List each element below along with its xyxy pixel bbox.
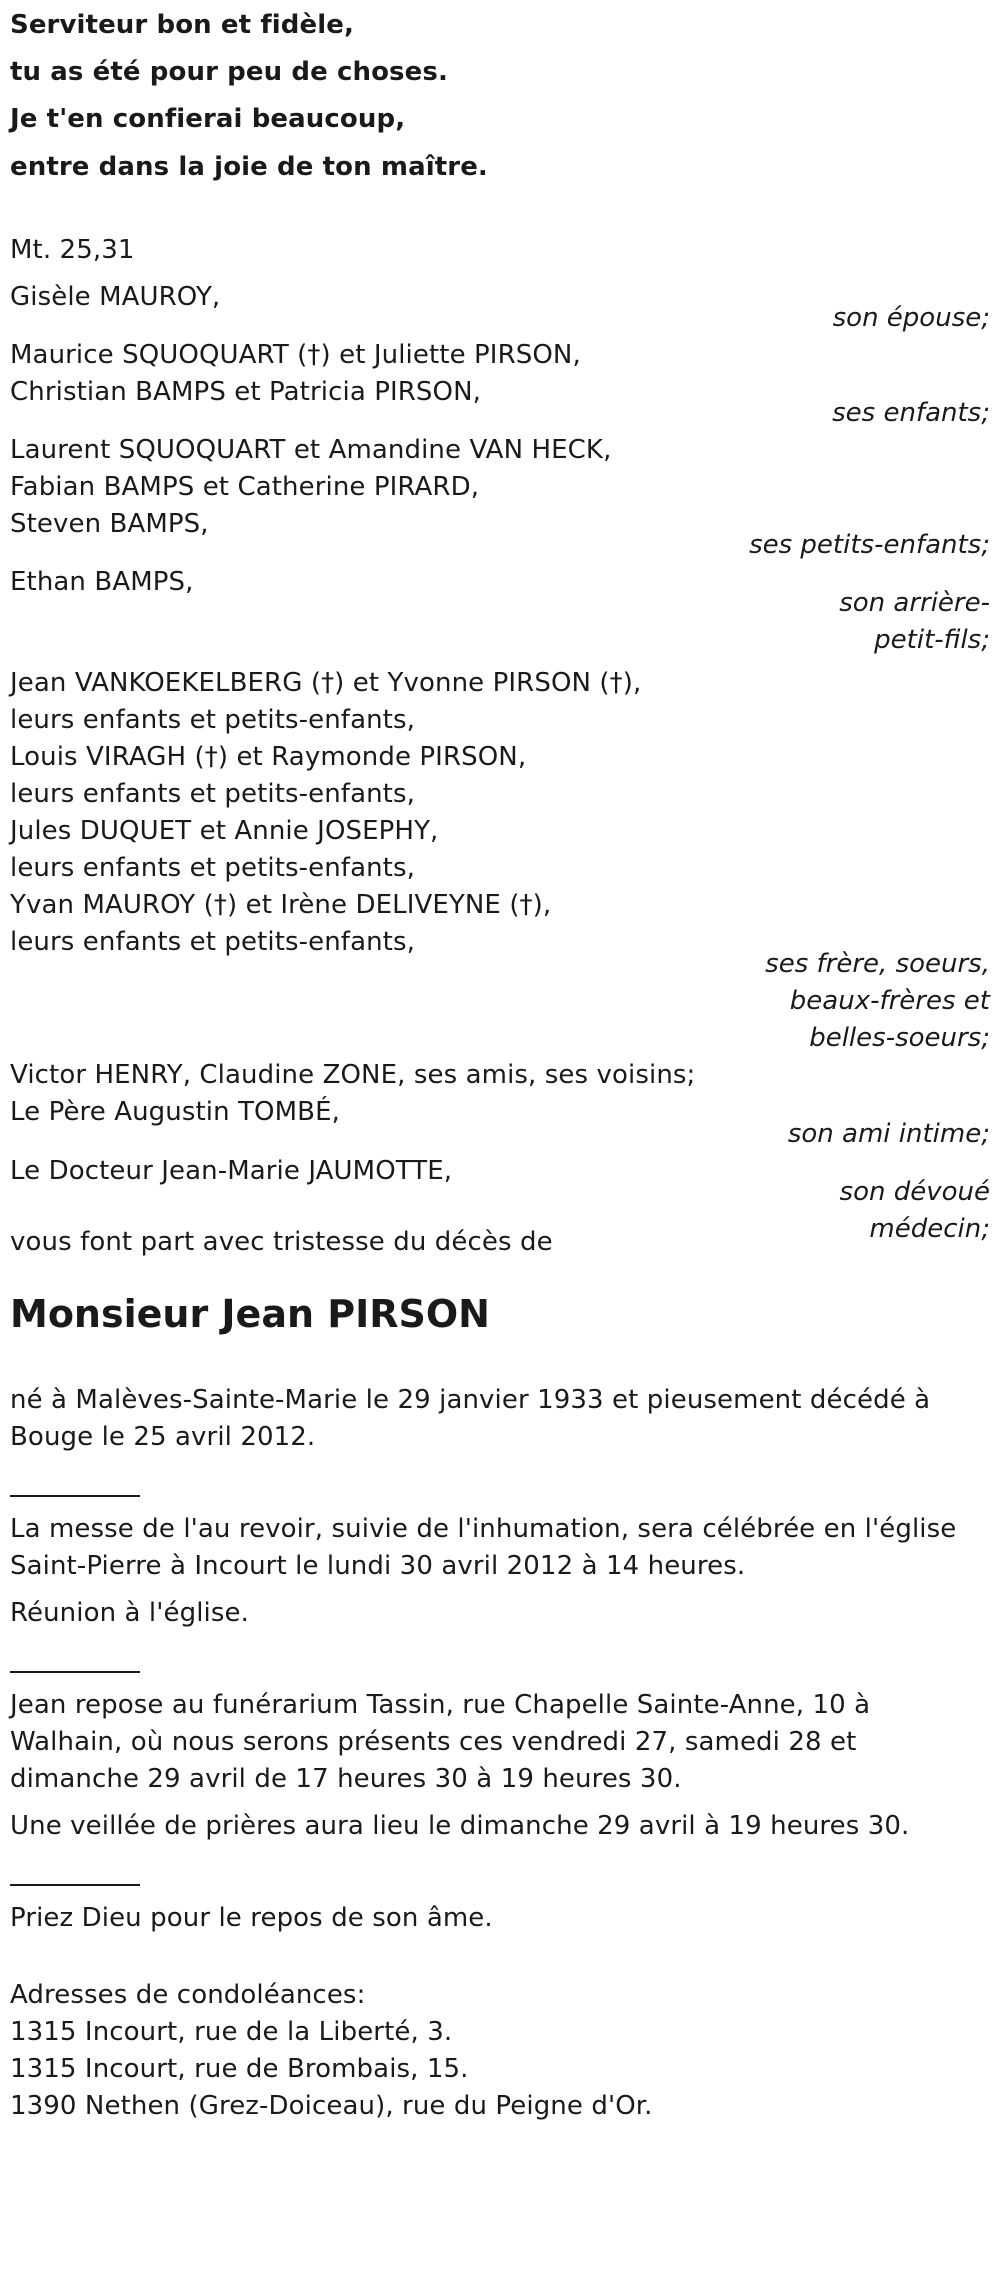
birth-death-text: né à Malèves-Sainte-Marie le 29 janvier 1933 et pieusement décédé à <box>10 1385 931 1415</box>
family-name-line: Yvan MAUROY (†) et Irène DELIVEYNE (†), <box>10 890 552 920</box>
family-name-line: Laurent SQUOQUART et Amandine VAN HECK, <box>10 435 612 465</box>
family-name-line: Jules DUQUET et Annie JOSEPHY, <box>10 816 439 846</box>
family-name-line: Le Père Augustin TOMBÉ, <box>10 1097 340 1127</box>
verse-line: Serviteur bon et fidèle, <box>10 10 354 40</box>
family-role: ses frère, soeurs, <box>765 949 990 979</box>
family-role: ses enfants; <box>832 398 990 428</box>
family-name-line: Jean VANKOEKELBERG (†) et Yvonne PIRSON (†), <box>10 668 642 698</box>
family-role: belles-soeurs; <box>809 1023 990 1053</box>
family-name-line: leurs enfants et petits-enfants, <box>10 927 415 957</box>
prayer-text: Priez Dieu pour le repos de son âme. <box>10 1903 493 1933</box>
family-name-line: leurs enfants et petits-enfants, <box>10 779 415 809</box>
family-name-line: Christian BAMPS et Patricia PIRSON, <box>10 377 482 407</box>
family-role: son ami intime; <box>787 1119 990 1149</box>
separator-rule <box>10 1671 140 1673</box>
address-line: 1390 Nethen (Grez-Doiceau), rue du Peigne d'Or. <box>10 2091 653 2121</box>
family-name-line: leurs enfants et petits-enfants, <box>10 853 415 883</box>
family-name-line: Louis VIRAGH (†) et Raymonde PIRSON, <box>10 742 527 772</box>
funerarium-text: Jean repose au funérarium Tassin, rue Chapelle Sainte-Anne, 10 à <box>10 1690 871 1720</box>
funerarium-text: dimanche 29 avril de 17 heures 30 à 19 heures 30. <box>10 1764 682 1794</box>
address-line: 1315 Incourt, rue de la Liberté, 3. <box>10 2017 453 2047</box>
separator-rule <box>10 1495 140 1497</box>
family-role: médecin; <box>869 1214 990 1244</box>
family-role: son arrière- <box>839 588 990 618</box>
family-name-line: Steven BAMPS, <box>10 509 209 539</box>
deceased-name: Monsieur Jean PIRSON <box>10 1292 490 1336</box>
family-role: son épouse; <box>832 303 990 333</box>
family-name-line: Le Docteur Jean-Marie JAUMOTTE, <box>10 1156 453 1186</box>
family-name-line: leurs enfants et petits-enfants, <box>10 705 415 735</box>
funerarium-text: Walhain, où nous serons présents ces vendredi 27, samedi 28 et <box>10 1727 857 1757</box>
family-role: ses petits-enfants; <box>749 530 990 560</box>
family-name-line: Gisèle MAUROY, <box>10 282 221 312</box>
verse-line: entre dans la joie de ton maître. <box>10 152 488 182</box>
meeting-text: Réunion à l'église. <box>10 1598 249 1628</box>
family-role: son dévoué <box>839 1177 990 1207</box>
family-role: petit-fils; <box>874 625 990 655</box>
verse-reference: Mt. 25,31 <box>10 235 135 265</box>
verse-line: Je t'en confierai beaucoup, <box>10 104 406 134</box>
family-name-line: Maurice SQUOQUART (†) et Juliette PIRSON, <box>10 340 581 370</box>
vigil-text: Une veillée de prières aura lieu le dimanche 29 avril à 19 heures 30. <box>10 1811 910 1841</box>
family-name-line: Ethan BAMPS, <box>10 567 194 597</box>
address-line: 1315 Incourt, rue de Brombais, 15. <box>10 2054 469 2084</box>
announcement-text: vous font part avec tristesse du décès de <box>10 1227 553 1257</box>
mass-text: La messe de l'au revoir, suivie de l'inhumation, sera célébrée en l'église <box>10 1514 957 1544</box>
mass-text: Saint-Pierre à Incourt le lundi 30 avril 2012 à 14 heures. <box>10 1551 746 1581</box>
family-role: beaux-frères et <box>789 986 990 1016</box>
verse-line: tu as été pour peu de choses. <box>10 57 448 87</box>
separator-rule <box>10 1884 140 1886</box>
birth-death-text: Bouge le 25 avril 2012. <box>10 1422 316 1452</box>
addresses-title: Adresses de condoléances: <box>10 1980 366 2010</box>
family-name-line: Victor HENRY, Claudine ZONE, ses amis, ses voisins; <box>10 1060 696 1090</box>
family-name-line: Fabian BAMPS et Catherine PIRARD, <box>10 472 480 502</box>
